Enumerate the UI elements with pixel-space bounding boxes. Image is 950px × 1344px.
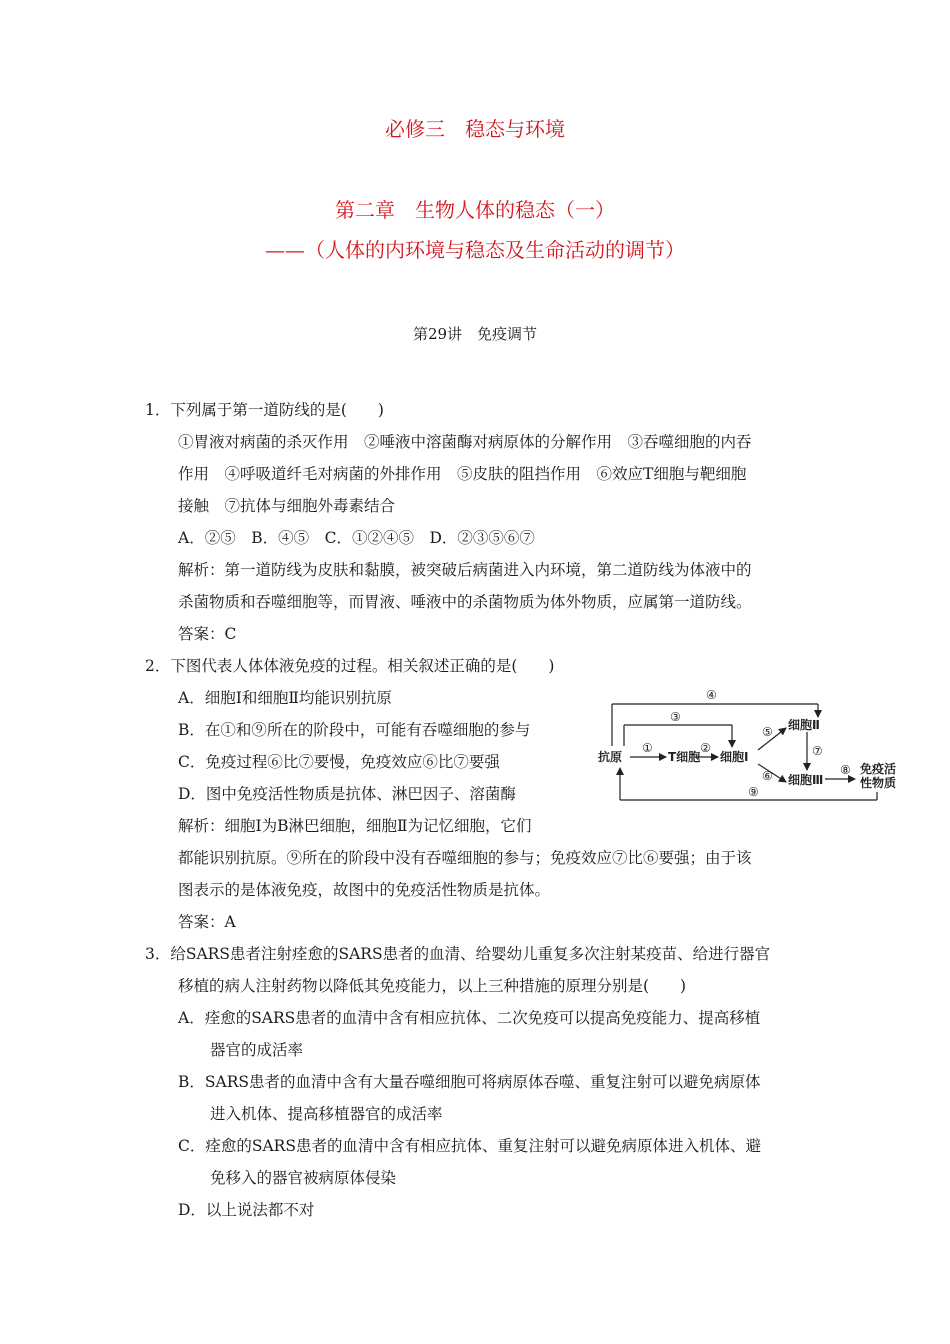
node-active-substance-line2: 性物质	[860, 776, 897, 790]
q1-analysis-line2: 杀菌物质和吞噬细胞等，而胃液、唾液中的杀菌物质为体外物质，应属第一道防线。	[178, 593, 752, 611]
q2-option-a: A．细胞Ⅰ和细胞Ⅱ均能识别抗原	[178, 689, 392, 707]
q3-stem-line1: 3．给SARS患者注射痊愈的SARS患者的血清、给婴幼儿重复多次注射某疫苗、给进行器官	[145, 945, 771, 963]
label-5: ⑤	[762, 725, 773, 739]
q2-option-b: B．在①和⑨所在的阶段中，可能有吞噬细胞的参与	[178, 721, 531, 739]
q2-option-c: C．免疫过程⑥比⑦要慢，免疫效应⑥比⑦要强	[178, 753, 500, 771]
immunity-diagram	[596, 684, 911, 806]
node-t-cell: T细胞	[668, 750, 701, 764]
q1-items-line2: 作用 ④呼吸道纤毛对病菌的外排作用 ⑤皮肤的阻挡作用 ⑥效应T细胞与靶细胞	[178, 465, 747, 483]
q1-items-line1: ①胃液对病菌的杀灭作用 ②唾液中溶菌酶对病原体的分解作用 ③吞噬细胞的内吞	[178, 433, 752, 451]
q3-option-c-line1: C．痊愈的SARS患者的血清中含有相应抗体、重复注射可以避免病原体进入机体、避	[178, 1137, 761, 1155]
node-cell-2: 细胞Ⅱ	[788, 718, 820, 732]
chapter-subtitle: ——（人体的内环境与稳态及生命活动的调节）	[265, 238, 685, 262]
q3-option-c-line2: 免移入的器官被病原体侵染	[210, 1169, 397, 1187]
label-7: ⑦	[812, 744, 823, 758]
q2-answer: 答案：A	[178, 913, 236, 931]
q1-options: A．②⑤ B．④⑤ C．①②④⑤ D．②③⑤⑥⑦	[178, 529, 535, 547]
label-4: ④	[706, 688, 717, 702]
q2-analysis-line1: 解析：细胞Ⅰ为B淋巴细胞，细胞Ⅱ为记忆细胞，它们	[178, 817, 532, 835]
lecture-title: 第29讲 免疫调节	[412, 325, 538, 343]
node-active-substance-line1: 免疫活	[860, 762, 897, 776]
q1-answer: 答案：C	[178, 625, 237, 643]
node-cell-1: 细胞Ⅰ	[720, 750, 749, 764]
label-9: ⑨	[748, 785, 759, 799]
q3-option-a-line1: A．痊愈的SARS患者的血清中含有相应抗体、二次免疫可以提高免疫能力、提高移植	[178, 1009, 761, 1027]
chapter-title: 第二章 生物人体的稳态（一）	[335, 198, 615, 222]
book-title: 必修三 稳态与环境	[385, 117, 565, 141]
q3-option-b-line1: B．SARS患者的血清中含有大量吞噬细胞可将病原体吞噬、重复注射可以避免病原体	[178, 1073, 761, 1091]
node-cell-3: 细胞Ⅲ	[788, 773, 824, 787]
label-6: ⑥	[762, 769, 773, 783]
label-3: ③	[670, 710, 681, 724]
q3-option-a-line2: 器官的成活率	[210, 1041, 304, 1059]
q2-analysis-line3: 图表示的是体液免疫，故图中的免疫活性物质是抗体。	[178, 881, 551, 899]
q1-analysis-line1: 解析：第一道防线为皮肤和黏膜，被突破后病菌进入内环境，第二道防线为体液中的	[178, 561, 752, 579]
q3-option-d: D．以上说法都不对	[178, 1201, 315, 1219]
q3-option-b-line2: 进入机体、提高移植器官的成活率	[210, 1105, 443, 1123]
q1-stem: 1．下列属于第一道防线的是( )	[145, 401, 384, 419]
label-8: ⑧	[840, 763, 851, 777]
q2-option-d: D．图中免疫活性物质是抗体、淋巴因子、溶菌酶	[178, 785, 516, 803]
q3-stem-line2: 移植的病人注射药物以降低其免疫能力，以上三种措施的原理分别是( )	[178, 977, 687, 995]
q1-items-line3: 接触 ⑦抗体与细胞外毒素结合	[178, 497, 396, 515]
q2-analysis-line2: 都能识别抗原。⑨所在的阶段中没有吞噬细胞的参与；免疫效应⑦比⑥要强；由于该	[178, 849, 752, 867]
q2-stem: 2．下图代表人体体液免疫的过程。相关叙述正确的是( )	[145, 657, 555, 675]
label-1: ①	[642, 741, 653, 755]
label-2: ②	[700, 741, 711, 755]
node-antigen: 抗原	[598, 750, 623, 764]
